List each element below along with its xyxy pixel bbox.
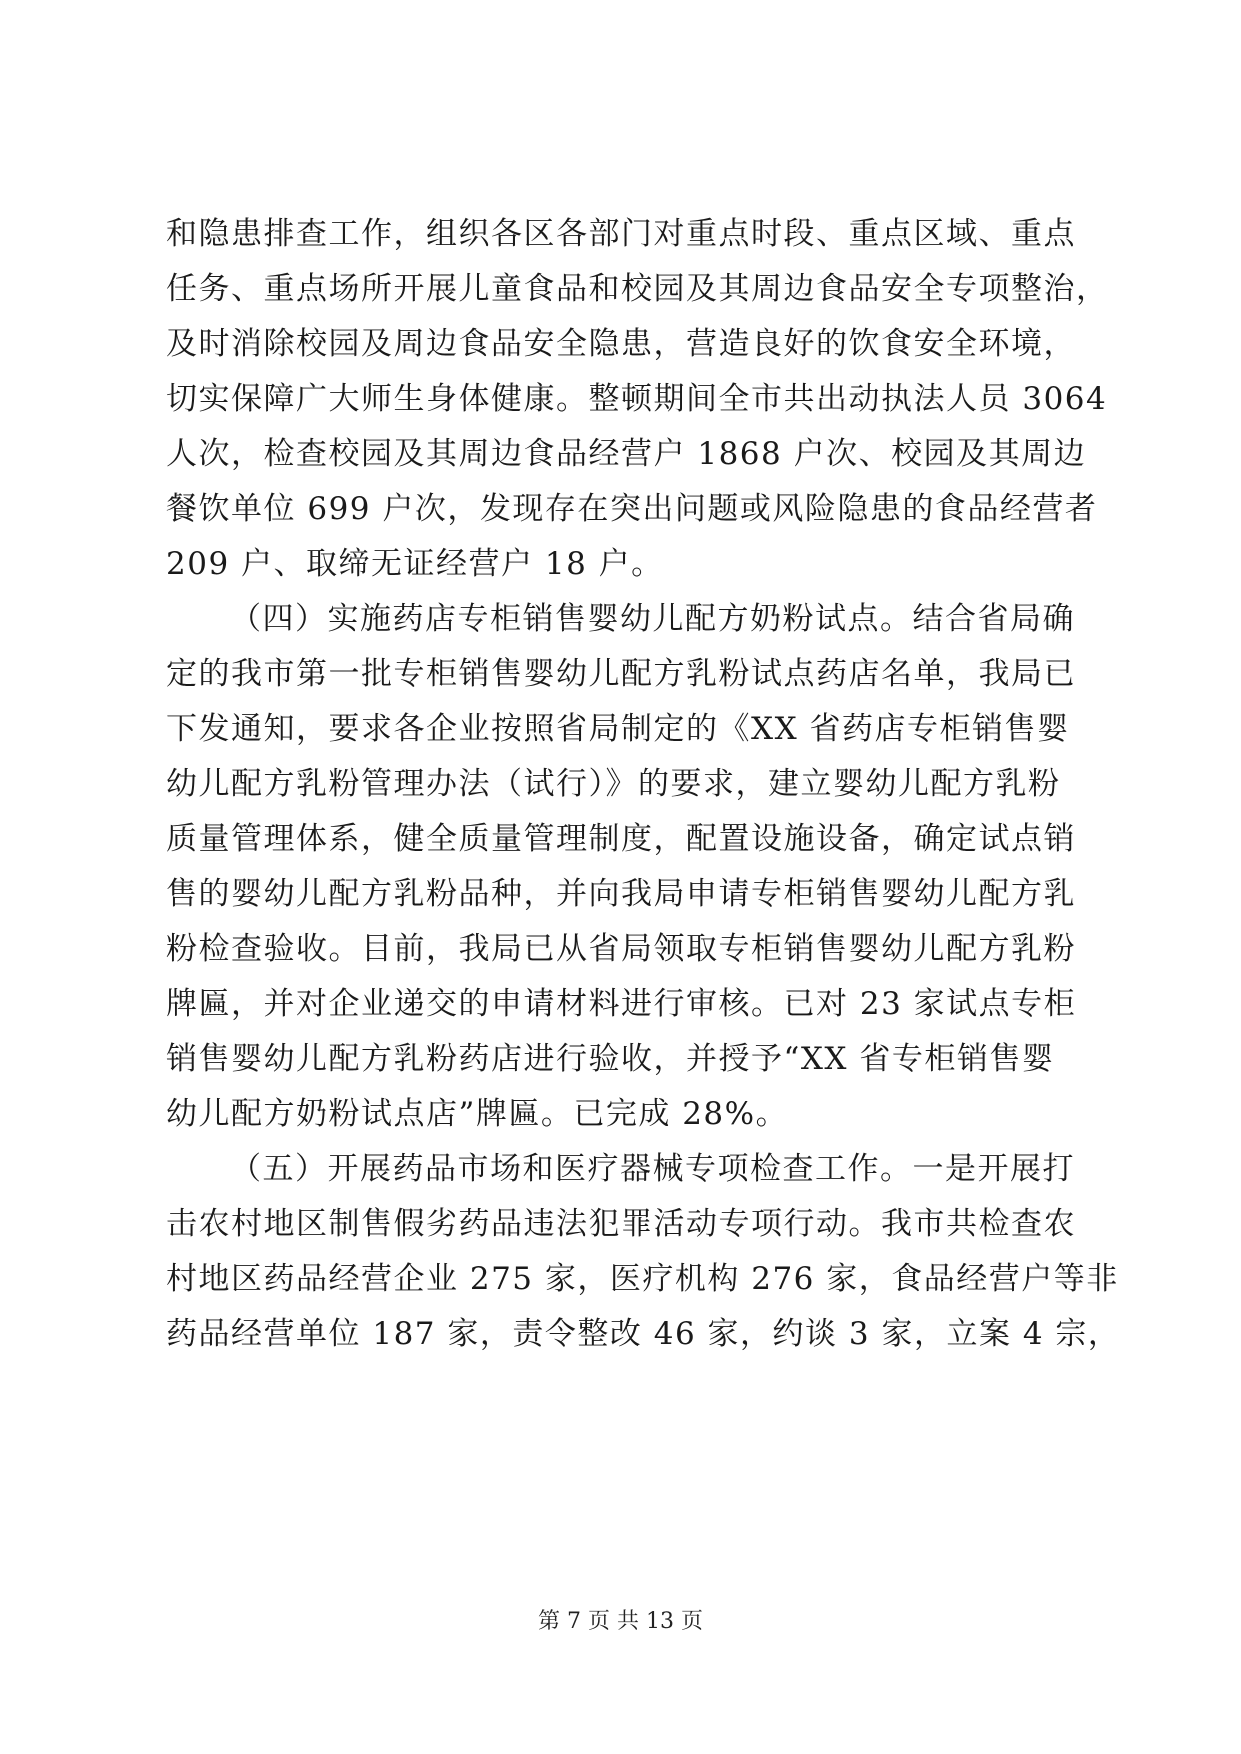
body-line: 下发通知，要求各企业按照省局制定的《XX 省药店专柜销售婴 <box>166 711 1070 747</box>
section-heading-5: （五）开展药品市场和医疗器械专项检查工作。一是开展打 <box>230 1151 1075 1187</box>
body-line: 任务、重点场所开展儿童食品和校园及其周边食品安全专项整治， <box>166 271 1109 307</box>
body-line: 售的婴幼儿配方乳粉品种，并向我局申请专柜销售婴幼儿配方乳 <box>166 876 1076 912</box>
page-number-footer: 第 7 页 共 13 页 <box>538 1609 703 1634</box>
body-line: 及时消除校园及周边食品安全隐患，营造良好的饮食安全环境， <box>166 326 1076 362</box>
body-line: 和隐患排查工作，组织各区各部门对重点时段、重点区域、重点 <box>166 216 1076 252</box>
body-line: 餐饮单位 699 户次，发现存在突出问题或风险隐患的食品经营者 <box>166 491 1098 527</box>
body-line: 209 户、取缔无证经营户 18 户。 <box>166 546 664 582</box>
body-line: 村地区药品经营企业 275 家，医疗机构 276 家，食品经营户等非 <box>166 1261 1119 1297</box>
body-line: 牌匾，并对企业递交的申请材料进行审核。已对 23 家试点专柜 <box>166 986 1077 1022</box>
section-heading-4: （四）实施药店专柜销售婴幼儿配方奶粉试点。结合省局确 <box>230 601 1075 637</box>
body-line: 切实保障广大师生身体健康。整顿期间全市共出动执法人员 3064 <box>166 381 1108 417</box>
body-line: 质量管理体系，健全质量管理制度，配置设施设备，确定试点销 <box>166 821 1076 857</box>
body-line: 人次，检查校园及其周边食品经营户 1868 户次、校园及其周边 <box>166 436 1087 472</box>
body-line: 定的我市第一批专柜销售婴幼儿配方乳粉试点药店名单，我局已 <box>166 656 1076 692</box>
body-line: 幼儿配方乳粉管理办法（试行）》的要求，建立婴幼儿配方乳粉 <box>166 766 1061 802</box>
body-line: 击农村地区制售假劣药品违法犯罪活动专项行动。我市共检查农 <box>166 1206 1076 1242</box>
body-line: 销售婴幼儿配方乳粉药店进行验收，并授予“XX 省专柜销售婴 <box>166 1041 1055 1077</box>
body-line: 幼儿配方奶粉试点店”牌匾。已完成 28%。 <box>166 1096 789 1132</box>
body-line: 药品经营单位 187 家，责令整改 46 家，约谈 3 家，立案 4 宗， <box>166 1316 1121 1352</box>
body-line: 粉检查验收。目前，我局已从省局领取专柜销售婴幼儿配方乳粉 <box>166 931 1076 967</box>
